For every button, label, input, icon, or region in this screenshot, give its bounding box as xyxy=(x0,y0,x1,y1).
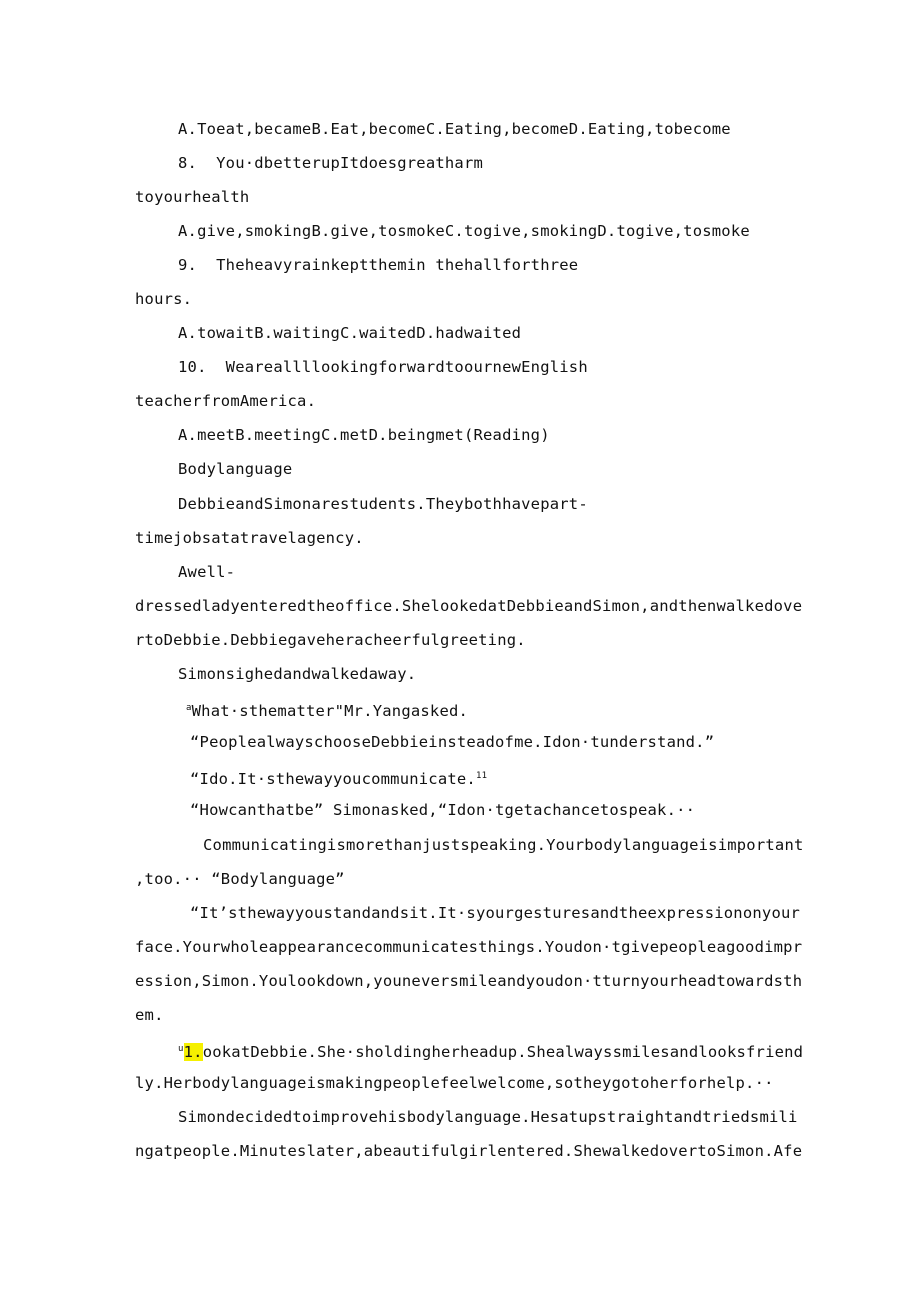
footnote-mark: 11 xyxy=(475,771,488,781)
dialogue-text: “Ido.It·sthewayyoucommunicate. xyxy=(190,770,476,788)
paragraph-line: Simondecidedtoimprovehisbodylanguage.Hesatupstraightandtriedsmili xyxy=(178,1108,798,1126)
question-9-cont: hours. xyxy=(135,290,193,308)
dialogue-line xyxy=(186,698,468,721)
dialogue-line: “Howcanthatbe” Simonasked,“Idon·tgetachancetospeak.·· xyxy=(190,801,696,819)
question-8: 8. You·dbetterupItdoesgreatharm xyxy=(178,154,484,172)
quote-mark-u: u xyxy=(178,1044,184,1054)
dialogue-line: “PeoplealwayschooseDebbieinsteadofme.Idon·tunderstand.” xyxy=(190,733,715,751)
quote-mark-a: a xyxy=(186,703,192,713)
dialogue-line: em. xyxy=(135,1006,164,1024)
dialogue-line xyxy=(178,1039,803,1062)
dialogue-line: ly.Herbodylanguageismakingpeoplefeelwelcome,sotheygotoherforhelp.·· xyxy=(135,1074,774,1092)
paragraph-line: rtoDebbie.Debbiegaveheracheerfulgreeting. xyxy=(135,631,526,649)
paragraph-line: DebbieandSimonarestudents.Theybothhavepart- xyxy=(178,495,588,513)
question-8-cont: toyourhealth xyxy=(135,188,250,206)
paragraph-line: Awell- xyxy=(178,563,236,581)
option-line-7: A.Toeat,becameB.Eat,becomeC.Eating,becomeD.Eating,tobecome xyxy=(178,120,731,138)
highlighted-text: 1. xyxy=(183,1043,203,1061)
option-line-10: A.meetB.meetingC.metD.beingmet(Reading) xyxy=(178,426,550,444)
dialogue-line: “It’sthewayyoustandandsit.It·syourgesturesandtheexpressiononyour xyxy=(190,904,801,922)
paragraph-line: ngatpeople.Minuteslater,abeautifulgirlentered.ShewalkedovertoSimon.Afe xyxy=(135,1142,803,1160)
dialogue-text: ookatDebbie.She·sholdingherheadup.Shealwayssmilesandlooksfriend xyxy=(202,1043,804,1061)
question-10-cont: teacherfromAmerica. xyxy=(135,392,317,410)
dialogue-text: What·sthematter"Mr.Yangasked. xyxy=(191,702,469,720)
option-line-9: A.towaitB.waitingC.waitedD.hadwaited xyxy=(178,324,522,342)
paragraph-line: Simonsighedandwalkedaway. xyxy=(178,665,417,683)
dialogue-line: ,too.·· “Bodylanguage” xyxy=(135,870,345,888)
reading-title: Bodylanguage xyxy=(178,460,293,478)
question-9: 9. Theheavyrainkeptthemin thehallforthree xyxy=(178,256,579,274)
dialogue-line: ession,Simon.Youlookdown,youneversmileandyoudon·tturnyourheadtowardsth xyxy=(135,972,803,990)
dialogue-line xyxy=(190,766,487,789)
question-10: 10. WeareallllookingforwardtoournewEnglish xyxy=(178,358,588,376)
option-line-8: A.give,smokingB.give,tosmokeC.togive,smokingD.togive,tosmoke xyxy=(178,222,750,240)
paragraph-line: dressedladyenteredtheoffice.ShelookedatDebbieandSimon,andthenwalkedove xyxy=(135,597,803,615)
paragraph-line: timejobsatatravelagency. xyxy=(135,529,364,547)
dialogue-line: Communicatingismorethanjustspeaking.Yourbodylanguageisimportant xyxy=(203,836,804,854)
dialogue-line: face.Yourwholeappearancecommunicatesthings.Youdon·tgivepeopleagoodimpr xyxy=(135,938,803,956)
